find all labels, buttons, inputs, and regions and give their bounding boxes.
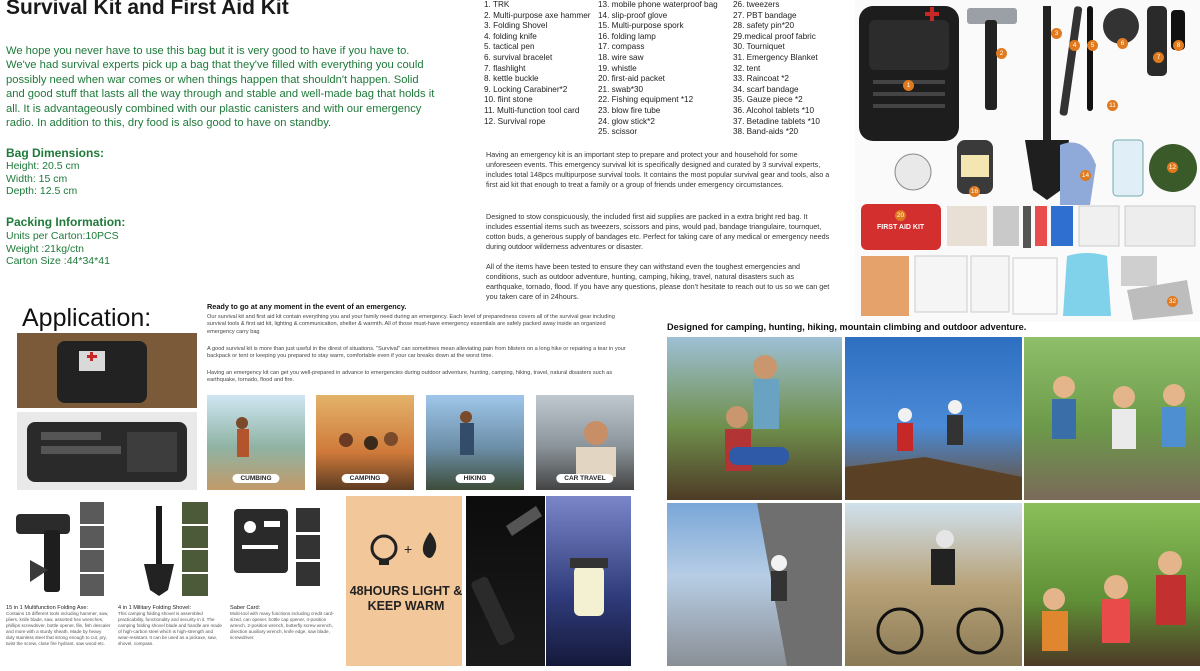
photo-family-camping: [667, 337, 842, 500]
kit-item: 35. Gauze piece *2: [733, 95, 803, 105]
item-badge-32: 32: [1168, 298, 1177, 305]
kit-item: 25. scissor: [598, 127, 638, 137]
lantern-photo: [546, 496, 631, 666]
hikers-illustration: [845, 337, 1022, 500]
kit-item: 1. TRK: [484, 0, 510, 9]
kit-contents-image: [855, 0, 1200, 322]
tool-shovel-thumbs: [182, 502, 208, 598]
application-kit-photo: [17, 412, 197, 490]
dimension-width: Width: 15 cm: [6, 172, 68, 185]
dimension-depth: Depth: 12.5 cm: [6, 185, 78, 197]
kit-item: 20. first-aid packet: [598, 74, 665, 84]
kit-item: 19. whistle: [598, 63, 637, 73]
kit-item: 36. Alcohol tablets *10: [733, 105, 815, 115]
scene-label-camping: CAMPING: [342, 474, 389, 483]
scene-climbing: [207, 395, 305, 490]
item-badge-16: 16: [970, 188, 979, 195]
kit-item: 16. folding lamp: [598, 31, 656, 41]
kit-item: 7. flashlight: [484, 63, 526, 73]
scene-label-car-travel: CAR TRAVEL: [556, 474, 613, 483]
kit-item: 21. swab*30: [598, 84, 644, 94]
item-badge-14: 14: [1081, 172, 1090, 179]
kit-item: 15. Multi-purpose spork: [598, 21, 684, 31]
tool-card-image: [230, 505, 292, 577]
item-list-column-2: [598, 0, 718, 138]
item-badge-1: 1: [903, 80, 914, 91]
flashlight-photo: [466, 496, 545, 666]
folding-shovel-icon: [130, 500, 190, 600]
kit-item: 30. Tourniquet: [733, 42, 785, 52]
packing-carton-size: Carton Size :44*34*41: [6, 255, 110, 267]
kit-item: 28. safety pin*20: [733, 21, 794, 31]
tool-caption-axe-heading: 15 in 1 Multifunction Folding Axe:: [6, 605, 89, 611]
item-badge-2: 2: [996, 48, 1007, 59]
item-badge-4: 4: [1069, 40, 1080, 51]
svg-text:+: +: [404, 541, 413, 557]
item-badge-3: 3: [1051, 28, 1062, 39]
kit-item: 10. flint stone: [484, 95, 533, 105]
kit-item: 33. Raincoat *2: [733, 74, 789, 84]
kit-item: 34. scarf bandage: [733, 84, 799, 94]
tool-caption-shovel: [118, 605, 223, 647]
scene-car-travel: [536, 395, 634, 490]
light-warm-text: 48HOURS LIGHT & KEEP WARM: [349, 584, 463, 613]
tool-caption-axe: [6, 605, 111, 647]
ready-heading: Ready to go at any moment in the event of an emergency.: [207, 302, 407, 311]
photo-hikers-mountain: [845, 337, 1022, 500]
item-badge-6: 6: [1117, 38, 1128, 49]
saber-card-icon: [230, 505, 292, 577]
kit-item: 27. PBT bandage: [733, 10, 797, 20]
lantern-icon: [546, 496, 631, 666]
dimension-height: Height: 20.5 cm: [6, 160, 80, 172]
kit-item: 38. Band-aids *20: [733, 127, 799, 137]
kit-item: 32. tent: [733, 63, 761, 73]
packing-units: Units per Carton:10PCS: [6, 230, 119, 242]
tool-card-thumbs: [296, 508, 320, 588]
kit-item: 6. survival bracelet: [484, 52, 553, 62]
application-paragraph-3: Having an emergency kit can get you well-prepared in advance to emergencies during outdoor adventure, hunting, camping, hiking, travel, natural disasters such as earthquake, tornado, flood and fire.: [207, 370, 613, 384]
tool-caption-card-text: Multi-tool with many functions including credit card-sized, can opener, bottle cap opener, 4-position wrench, 2-position wrench, butterfly screw wrench, direction auxiliary wrench, knife edge, saw blade, screwdriver.: [230, 611, 334, 640]
item-list-column-3: [733, 0, 820, 138]
kit-item: 5. tactical pen: [484, 42, 535, 52]
kit-item: 26. tweezers: [733, 0, 780, 9]
tool-caption-axe-text: Contains 15 different tools including hammer, saw, pliers, knife blade, saw, assorted hex wrenches, phillips screwdriver, bottle opener, file, fish descaler and more with a sturdy sheath. Made by heavy duty stainless steel that strong enough to cut, pry, twist the screw, close fire hydrant, saw wood etc.: [6, 611, 111, 646]
kit-item: 8. kettle buckle: [484, 74, 539, 84]
kit-item: 2. Multi-purpose axe hammer: [484, 10, 591, 20]
application-heading: Application:: [22, 304, 152, 332]
scene-camping: [316, 395, 414, 490]
first-aid-kit-label: FIRST AID KIT: [877, 224, 925, 231]
designed-for-heading: Designed for camping, hunting, hiking, mountain climbing and outdoor adventure.: [667, 322, 1027, 332]
kids-illustration: [1024, 337, 1200, 500]
family-camping-illustration: [667, 337, 842, 500]
packing-info-list: [6, 230, 119, 268]
item-badge-8: 8: [1173, 40, 1184, 51]
kit-item: 37. Betadine tablets *10: [733, 116, 820, 126]
rock-climbing-illustration: [667, 503, 842, 666]
kit-item: 3. Folding Shovel: [484, 21, 548, 31]
mountain-biking-illustration: [845, 503, 1022, 666]
scene-hiking: [426, 395, 524, 490]
kit-item: 29.medical proof fabric: [733, 31, 816, 41]
intro-paragraph: We hope you never have to use this bag but it is very good to have if you have to. We've had survival experts pick up a bag that they've filled with everything you could possibly need when war comes or when things happen that shouldn't happen. Solid and good stuff that lasts all the way through and stable and well-made bag that holds it all. It is advantageously combined with our plastic canisters and with our emergency radio. In addition to this, dry food is also good to have on standby.: [6, 45, 435, 130]
item-badge-11: 11: [1107, 100, 1118, 111]
kit-item: 24. glow stick*2: [598, 116, 655, 126]
item-list-column-1: [484, 0, 590, 127]
packing-info-heading: Packing Information:: [6, 215, 126, 229]
photo-family-gardening: [1024, 503, 1200, 666]
description-paragraph-2: Designed to stow conspicuously, the included first aid supplies are packed in a extra bright red bag. It includes essential items such as tweezers, scissors and pins, would pad, bandage triangulaire, tournquet, cotton buds, a generous supply of bandages etc. Perfect for taking care of any medical or emergency needs during outdoor wilderness adventures or disaster.: [486, 212, 830, 251]
kit-item: 11. Multi-function tool card: [484, 105, 580, 115]
bulb-flame-icon: [346, 496, 462, 566]
photo-kids-hiking: [1024, 337, 1200, 500]
item-badge-5: 5: [1087, 40, 1098, 51]
kit-item: 31. Emergency Blanket: [733, 52, 818, 62]
light-warm-badge: [346, 496, 462, 666]
description-paragraph-1: Having an emergency kit is an important step to prepare and protect your and household for some unforeseen events. This emergency survival kit is specifically designed and curated by 3 survival experts, includes total 148pcs multipurpose survival tools. It contains the most popular survival gear and tools, also a first aid kit that enough to treat a family or a group of friends under emergency circumstances.: [486, 150, 830, 189]
kit-contents-illustration: [855, 0, 1200, 322]
bag-dimensions-heading: Bag Dimensions:: [6, 146, 105, 160]
kit-item: 22. Fishing equipment *12: [598, 95, 694, 105]
description-paragraph-3: All of the items have been tested to ensure they can withstand even the toughest emergencies and conditions, such as outdoor adventure, hunting, camping, hiking, travel, natural disasters such as earthquake, tornado, flood. If you have any questions, please don’t hesitate to reach out to us so we can get you taken care of in 24hours.: [486, 262, 830, 301]
item-badge-20: 20: [896, 212, 905, 219]
tool-caption-card-heading: Saber Card:: [230, 605, 261, 611]
item-badge-7: 7: [1153, 52, 1164, 63]
packing-weight: Weight :21kg/ctn: [6, 242, 85, 255]
tool-caption-card: [230, 605, 335, 641]
kit-item: 17. compass: [598, 42, 645, 52]
page-title: Survival Kit and First Aid Kit: [6, 0, 289, 19]
kit-item: 9. Locking Carabiner*2: [484, 84, 568, 94]
application-bag-photo: [17, 333, 197, 408]
scene-label-hiking: HIKING: [456, 474, 495, 483]
item-badge-12: 12: [1168, 164, 1177, 171]
kit-item: 18. wire saw: [598, 52, 644, 62]
tool-caption-shovel-text: This camping folding shovel is assembled practicability, functionality and security in it. The camping folding shovel blade and handle are made of high-carbon steel which is high-strength and wear-resistant. It can be used as a pickaxe, saw, shovel, compass.: [118, 611, 222, 646]
tool-shovel-image: [130, 500, 190, 600]
flashlight-icon: [466, 496, 545, 666]
kit-item: 12. Survival rope: [484, 116, 546, 126]
photo-mountain-biking: [845, 503, 1022, 666]
kit-item: 23. blow fire tube: [598, 105, 661, 115]
bag-on-back-illustration: [17, 333, 197, 408]
kit-item: 4. folding knife: [484, 31, 537, 41]
bag-dimensions-list: [6, 160, 80, 198]
tool-caption-shovel-heading: 4 in 1 Military Folding Shovel:: [118, 605, 192, 611]
application-paragraph-2: A good survival kit is more than just useful in the direst of situations. "Survival" can sometimes mean alleviating pain from blisters on a long hike or repairing a tear in your backpack or tent or keeping you prepared to stay warm, comfortable even if your car breaks down at the worst time.: [207, 346, 626, 360]
kit-item: 14. slip-proof glove: [598, 10, 668, 20]
open-kit-illustration: [17, 412, 197, 490]
family-gardening-illustration: [1024, 503, 1200, 666]
kit-item: 13. mobile phone waterproof bag: [598, 0, 718, 9]
application-paragraph-1: Our survival kit and first aid kit contain everything you and your family need during an emergency. Each level of preparedness covers all of the survival gear including survival tools & first aid kit, lighting & communication, shelter & warmth. All of those must-have emergency essentials are safely packed away inside an organized emergency carry bag: [207, 314, 615, 335]
scene-label-climbing: CUMBING: [232, 474, 279, 483]
photo-rock-climbing: [667, 503, 842, 666]
tool-axe-thumbs: [80, 502, 104, 598]
